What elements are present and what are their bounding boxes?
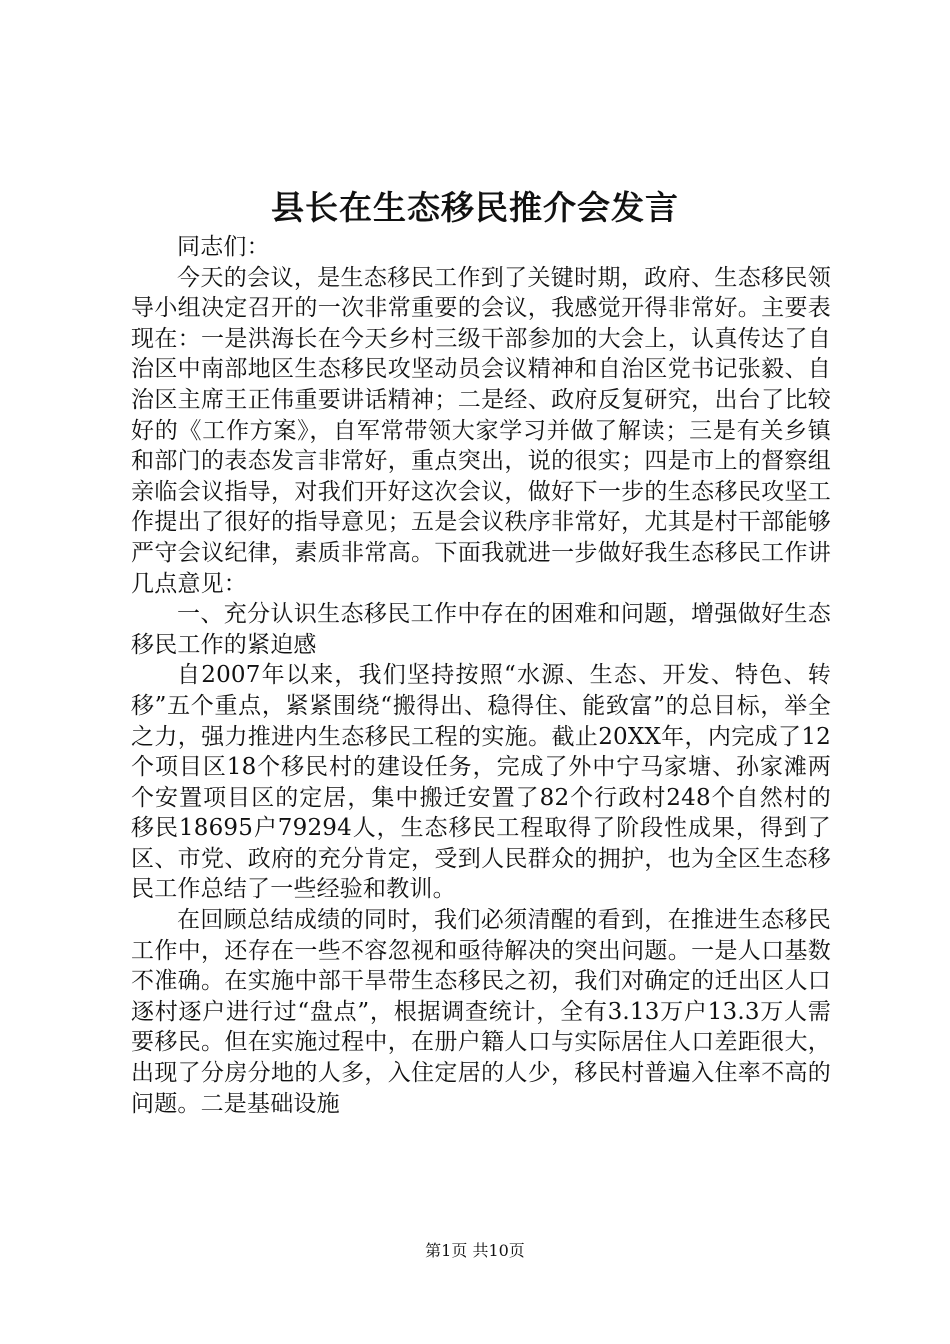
document-body xyxy=(131,232,831,1119)
body-paragraph: 自2007年以来，我们坚持按照“水源、生态、开发、特色、转移”五个重点，紧紧围绕“搬得出、稳得住、能致富”的总目标，举全之力，强力推进内生态移民工程的实施。截止20XX年，内完成了12个项目区18个移民村的建设任务，完成了外中宁马家塘、孙家滩两个安置项目区的定居，集中搬迁安置了82个行政村248个自然村的移民18695户79294人，生态移民工程取得了阶段性成果，得到了区、市党、政府的充分肯定，受到人民群众的拥护，也为全区生态移民工作总结了一些经验和教训。 xyxy=(131,662,831,903)
salutation-paragraph: 同志们： xyxy=(177,234,270,260)
body-paragraph: 今天的会议，是生态移民工作到了关键时期，政府、生态移民领导小组决定召开的一次非常重要的会议，我感觉开得非常好。主要表现在：一是洪海长在今天乡村三级干部参加的大会上，认真传达了自治区中南部地区生态移民攻坚动员会议精神和自治区党书记张毅、自治区主席王正伟重要讲话精神；二是经、政府反复研究，出台了比较好的《工作方案》，自军常带领大家学习并做了解读；三是有关乡镇和部门的表态发言非常好，重点突出，说的很实；四是市上的督察组亲临会议指导，对我们开好这次会议，做好下一步的生态移民攻坚工作提出了很好的指导意见；五是会议秩序非常好，尤其是村干部能够严守会议纪律，素质非常高。下面我就进一步做好我生态移民工作讲几点意见： xyxy=(131,264,831,597)
section-heading-paragraph: 一、充分认识生态移民工作中存在的困难和问题，增强做好生态移民工作的紧迫感 xyxy=(131,601,831,658)
document-title: 县长在生态移民推介会发言 xyxy=(271,188,679,227)
body-paragraph: 在回顾总结成绩的同时，我们必须清醒的看到，在推进生态移民工作中，还存在一些不容忽视和亟待解决的突出问题。一是人口基数不准确。在实施中部干旱带生态移民之初，我们对确定的迁出区人口逐村逐户进行过“盘点”，根据调查统计，全有3.13万户13.3万人需要移民。但在实施过程中，在册户籍人口与实际居住人口差距很大，出现了分房分地的人多，入住定居的人少，移民村普遍入住率不高的问题。二是基础设施 xyxy=(131,907,831,1117)
page-footer: 第1页 共10页 xyxy=(425,1241,525,1260)
